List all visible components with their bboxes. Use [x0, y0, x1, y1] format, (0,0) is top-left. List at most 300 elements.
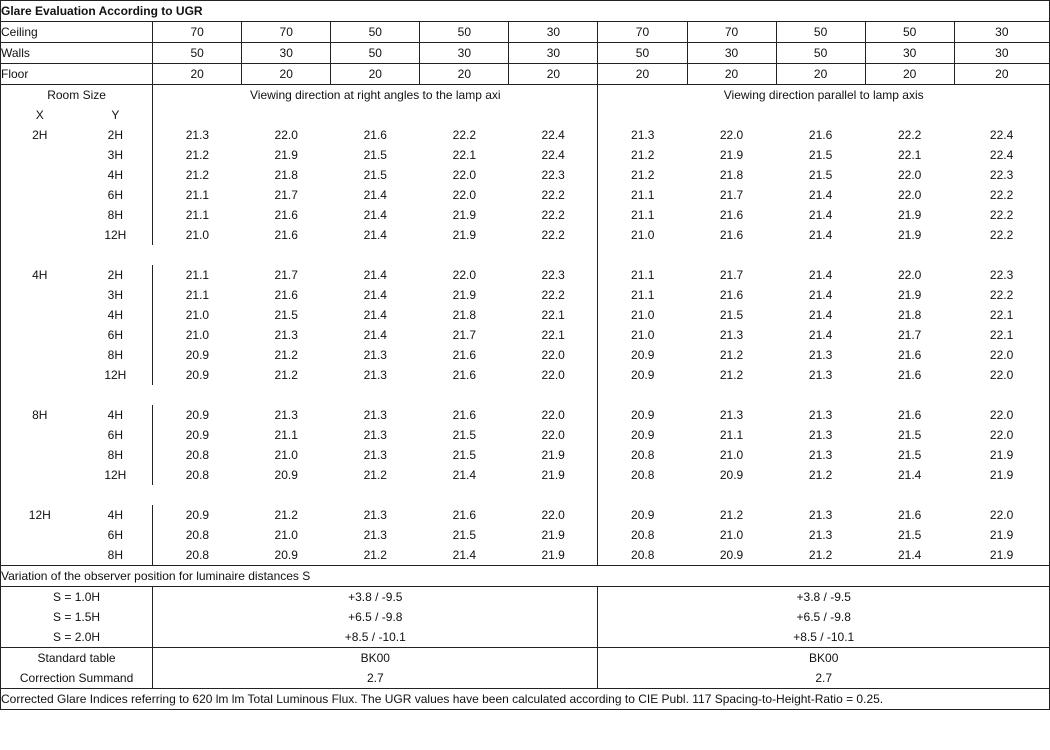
data-row	[1, 325, 1050, 345]
ugr-value-parallel: 22.0	[719, 128, 744, 142]
ugr-value-parallel: 22.2	[954, 225, 1049, 245]
ugr-value-parallel: 21.5	[897, 448, 922, 462]
ugr-value-parallel: 21.2	[631, 148, 655, 162]
reflectance-label: Ceiling	[1, 22, 153, 43]
ugr-value-parallel: 21.4	[808, 328, 833, 342]
ugr-value-perpendicular: 22.2	[452, 128, 477, 142]
ugr-value-parallel: 20.9	[631, 368, 655, 382]
variation-row	[1, 587, 1050, 608]
ugr-value-parallel: 22.2	[897, 128, 922, 142]
reflectance-value: 20	[153, 64, 242, 85]
ugr-value-perpendicular: 22.3	[509, 165, 598, 185]
spacer	[598, 245, 1050, 265]
ugr-value-parallel: 21.4	[808, 188, 833, 202]
ugr-value-perpendicular: 20.9	[274, 548, 298, 562]
ugr-value-perpendicular: 22.0	[452, 168, 477, 182]
ugr-value-perpendicular: 22.2	[509, 285, 598, 305]
room-size-x-value	[1, 445, 79, 465]
ugr-value-perpendicular: 21.5	[363, 148, 387, 162]
ugr-value-perpendicular: 21.9	[452, 228, 477, 242]
variation-value-parallel: +8.5 / -10.1	[598, 627, 1050, 648]
ugr-value-perpendicular: 21.3	[185, 128, 210, 142]
ugr-value-perpendicular: 20.9	[185, 368, 210, 382]
ugr-value-parallel: 21.5	[897, 528, 922, 542]
reflectance-value: 70	[687, 22, 776, 43]
ugr-value-parallel: 21.4	[808, 288, 833, 302]
ugr-value-perpendicular: 21.4	[363, 228, 387, 242]
ugr-value-perpendicular: 21.3	[363, 508, 387, 522]
ugr-value-parallel: 21.5	[719, 308, 744, 322]
ugr-value-perpendicular: 20.8	[185, 548, 210, 562]
ugr-value-parallel: 20.9	[631, 408, 655, 422]
spacer	[1, 385, 153, 405]
ugr-value-perpendicular: 21.0	[185, 308, 210, 322]
ugr-value-perpendicular: 21.4	[363, 288, 387, 302]
ugr-value-parallel: 21.1	[719, 428, 744, 442]
ugr-value-parallel: 21.9	[719, 148, 744, 162]
room-size-y-value: 12H	[79, 225, 153, 245]
data-row	[1, 145, 1050, 165]
ugr-value-parallel: 21.3	[808, 428, 833, 442]
data-row	[1, 185, 1050, 205]
reflectance-value: 30	[954, 43, 1049, 64]
variation-label: S = 1.5H	[1, 607, 153, 627]
data-row	[1, 445, 1050, 465]
ugr-value-parallel: 21.2	[808, 548, 833, 562]
reflectance-value: 20	[865, 64, 954, 85]
room-size-y-value: 4H	[79, 305, 153, 325]
variation-value-perpendicular: +3.8 / -9.5	[153, 587, 598, 608]
ugr-value-parallel: 21.2	[808, 468, 833, 482]
ugr-value-parallel: 21.9	[954, 525, 1049, 545]
correction-summand-parallel: 2.7	[598, 668, 1050, 689]
ugr-value-parallel: 21.9	[897, 288, 922, 302]
variation-value-perpendicular: +6.5 / -9.8	[153, 607, 598, 627]
ugr-value-parallel: 21.0	[719, 528, 744, 542]
room-size-x-value	[1, 205, 79, 225]
ugr-value-perpendicular: 21.6	[274, 288, 298, 302]
ugr-value-parallel: 21.9	[954, 445, 1049, 465]
spacer	[598, 105, 1050, 125]
ugr-value-parallel: 21.8	[897, 308, 922, 322]
ugr-value-parallel: 21.6	[897, 408, 922, 422]
ugr-value-perpendicular: 22.0	[509, 505, 598, 525]
ugr-value-parallel: 21.3	[808, 508, 833, 522]
ugr-value-perpendicular: 21.0	[274, 448, 298, 462]
variation-label: S = 2.0H	[1, 627, 153, 648]
room-size-y-value: 8H	[79, 445, 153, 465]
room-size-y-value: 4H	[79, 505, 153, 525]
spacer	[598, 385, 1050, 405]
ugr-value-parallel: 21.6	[719, 228, 744, 242]
ugr-value-parallel: 22.0	[897, 268, 922, 282]
variation-value-perpendicular: +8.5 / -10.1	[153, 627, 598, 648]
ugr-value-parallel: 22.1	[897, 148, 922, 162]
ugr-value-perpendicular: 22.0	[509, 425, 598, 445]
ugr-value-parallel: 21.0	[719, 448, 744, 462]
variation-value-parallel: +6.5 / -9.8	[598, 607, 1050, 627]
ugr-value-perpendicular: 20.9	[185, 408, 210, 422]
reflectance-value: 30	[420, 43, 509, 64]
ugr-value-perpendicular: 22.3	[509, 265, 598, 285]
ugr-value-perpendicular: 22.0	[509, 345, 598, 365]
room-size-y-value: 8H	[79, 545, 153, 566]
ugr-value-perpendicular: 21.9	[452, 208, 477, 222]
reflectance-value: 70	[598, 22, 687, 43]
reflectance-value: 30	[509, 22, 598, 43]
data-row	[1, 205, 1050, 225]
reflectance-value: 50	[776, 22, 865, 43]
reflectance-value: 20	[598, 64, 687, 85]
data-row	[1, 465, 1050, 485]
ugr-value-parallel: 22.4	[954, 145, 1049, 165]
reflectance-row	[1, 64, 1050, 85]
ugr-value-perpendicular: 21.4	[363, 328, 387, 342]
ugr-value-parallel: 22.0	[954, 365, 1049, 385]
ugr-value-parallel: 22.3	[954, 165, 1049, 185]
room-size-y-value: 6H	[79, 325, 153, 345]
ugr-value-perpendicular: 22.1	[452, 148, 477, 162]
ugr-value-perpendicular: 21.7	[452, 328, 477, 342]
ugr-value-parallel: 21.4	[808, 308, 833, 322]
room-size-x-header: X	[1, 105, 79, 125]
reflectance-value: 20	[242, 64, 331, 85]
ugr-value-parallel: 21.9	[954, 465, 1049, 485]
ugr-value-perpendicular: 20.9	[274, 468, 298, 482]
ugr-value-parallel: 21.0	[631, 308, 655, 322]
reflectance-label: Walls	[1, 43, 153, 64]
room-size-x-value	[1, 525, 79, 545]
reflectance-value: 50	[420, 22, 509, 43]
room-size-y-value: 12H	[79, 365, 153, 385]
ugr-value-perpendicular: 20.9	[185, 428, 210, 442]
room-size-y-value: 4H	[79, 405, 153, 425]
data-row	[1, 285, 1050, 305]
ugr-value-parallel: 20.9	[719, 548, 744, 562]
ugr-value-perpendicular: 21.2	[363, 468, 387, 482]
ugr-value-perpendicular: 21.6	[452, 508, 477, 522]
xy-header-row	[1, 105, 1050, 125]
ugr-value-perpendicular: 21.2	[185, 148, 210, 162]
ugr-value-perpendicular: 21.6	[452, 368, 477, 382]
ugr-value-perpendicular: 22.0	[274, 128, 298, 142]
ugr-value-perpendicular: 20.8	[185, 528, 210, 542]
ugr-value-parallel: 20.8	[631, 448, 655, 462]
ugr-value-parallel: 21.3	[719, 408, 744, 422]
room-size-y-value: 8H	[79, 205, 153, 225]
ugr-value-perpendicular: 21.7	[274, 188, 298, 202]
spacer	[153, 105, 598, 125]
ugr-value-perpendicular: 20.9	[185, 348, 210, 362]
ugr-value-perpendicular: 21.3	[363, 408, 387, 422]
data-row	[1, 545, 1050, 566]
data-row	[1, 125, 1050, 145]
ugr-value-parallel: 21.0	[631, 228, 655, 242]
ugr-value-parallel: 21.4	[897, 548, 922, 562]
reflectance-value: 70	[242, 22, 331, 43]
ugr-value-perpendicular: 21.3	[363, 448, 387, 462]
ugr-value-perpendicular: 21.5	[452, 428, 477, 442]
room-size-x-value	[1, 545, 79, 566]
standard-table-row	[1, 648, 1050, 669]
room-size-x-value	[1, 185, 79, 205]
room-size-y-value: 6H	[79, 185, 153, 205]
ugr-value-parallel: 22.3	[954, 265, 1049, 285]
data-row	[1, 305, 1050, 325]
ugr-value-parallel: 22.2	[954, 205, 1049, 225]
reflectance-value: 30	[954, 22, 1049, 43]
ugr-value-perpendicular: 20.8	[185, 448, 210, 462]
ugr-value-parallel: 21.6	[897, 508, 922, 522]
standard-table-label: Standard table	[1, 648, 153, 669]
ugr-value-perpendicular: 21.5	[363, 168, 387, 182]
ugr-value-parallel: 21.4	[808, 228, 833, 242]
ugr-value-parallel: 21.3	[808, 368, 833, 382]
variation-header-row	[1, 566, 1050, 587]
reflectance-value: 30	[865, 43, 954, 64]
ugr-value-perpendicular: 22.2	[509, 225, 598, 245]
ugr-value-perpendicular: 21.6	[274, 208, 298, 222]
ugr-value-perpendicular: 21.2	[274, 368, 298, 382]
ugr-value-parallel: 21.5	[897, 428, 922, 442]
group-spacer-row	[1, 485, 1050, 505]
ugr-value-perpendicular: 21.5	[452, 528, 477, 542]
ugr-value-perpendicular: 22.2	[509, 205, 598, 225]
ugr-value-perpendicular: 21.2	[274, 348, 298, 362]
ugr-value-parallel: 21.9	[897, 208, 922, 222]
ugr-value-perpendicular: 21.9	[274, 148, 298, 162]
ugr-value-perpendicular: 22.2	[509, 185, 598, 205]
ugr-value-perpendicular: 21.6	[452, 408, 477, 422]
ugr-value-parallel: 21.7	[897, 328, 922, 342]
ugr-value-perpendicular: 22.4	[509, 145, 598, 165]
spacer	[153, 245, 598, 265]
variation-label: S = 1.0H	[1, 587, 153, 608]
ugr-value-perpendicular: 20.8	[185, 468, 210, 482]
direction-header-parallel: Viewing direction parallel to lamp axis	[598, 85, 1050, 106]
ugr-value-perpendicular: 21.4	[363, 308, 387, 322]
ugr-value-parallel: 21.9	[897, 228, 922, 242]
ugr-value-parallel: 21.4	[808, 268, 833, 282]
ugr-value-perpendicular: 21.2	[363, 548, 387, 562]
ugr-value-parallel: 21.9	[954, 545, 1049, 566]
spacer	[1, 245, 153, 265]
ugr-value-parallel: 22.1	[954, 325, 1049, 345]
ugr-value-parallel: 21.3	[808, 448, 833, 462]
direction-header-perpendicular: Viewing direction at right angles to the lamp axi	[153, 85, 598, 106]
room-size-x-value: 12H	[1, 505, 79, 525]
ugr-value-parallel: 20.9	[631, 428, 655, 442]
ugr-value-parallel: 21.5	[808, 148, 833, 162]
room-size-y-value: 8H	[79, 345, 153, 365]
ugr-value-parallel: 22.0	[954, 405, 1049, 425]
ugr-value-perpendicular: 20.9	[185, 508, 210, 522]
ugr-value-perpendicular: 21.2	[185, 168, 210, 182]
ugr-value-perpendicular: 21.1	[185, 188, 210, 202]
ugr-value-parallel: 21.1	[631, 188, 655, 202]
ugr-value-perpendicular: 21.3	[363, 528, 387, 542]
room-size-x-value: 8H	[1, 405, 79, 425]
ugr-value-perpendicular: 21.3	[274, 328, 298, 342]
group-spacer-row	[1, 385, 1050, 405]
room-size-y-value: 6H	[79, 425, 153, 445]
reflectance-value: 50	[331, 43, 420, 64]
room-size-x-value	[1, 425, 79, 445]
spacer	[153, 485, 598, 505]
data-row	[1, 365, 1050, 385]
standard-table-perpendicular: BK00	[153, 648, 598, 669]
variation-header: Variation of the observer position for luminaire distances S	[1, 566, 1050, 587]
ugr-value-parallel: 21.2	[719, 348, 744, 362]
room-size-x-value	[1, 145, 79, 165]
ugr-value-perpendicular: 21.3	[363, 348, 387, 362]
room-size-x-value	[1, 305, 79, 325]
ugr-value-perpendicular: 21.1	[185, 268, 210, 282]
reflectance-value: 70	[153, 22, 242, 43]
room-size-y-header: Y	[79, 105, 153, 125]
reflectance-value: 50	[776, 43, 865, 64]
standard-table-parallel: BK00	[598, 648, 1050, 669]
ugr-value-parallel: 20.9	[631, 508, 655, 522]
room-size-x-value	[1, 325, 79, 345]
ugr-value-perpendicular: 21.8	[452, 308, 477, 322]
ugr-value-perpendicular: 21.0	[185, 328, 210, 342]
room-size-x-value	[1, 365, 79, 385]
ugr-value-parallel: 21.1	[631, 268, 655, 282]
reflectance-value: 20	[509, 64, 598, 85]
ugr-value-parallel: 21.6	[719, 208, 744, 222]
ugr-value-perpendicular: 21.9	[509, 445, 598, 465]
ugr-value-parallel: 21.3	[808, 408, 833, 422]
room-size-x-value	[1, 165, 79, 185]
room-size-x-value: 2H	[1, 125, 79, 145]
spacer	[598, 485, 1050, 505]
data-row	[1, 225, 1050, 245]
reflectance-value: 20	[954, 64, 1049, 85]
ugr-value-perpendicular: 22.1	[509, 325, 598, 345]
ugr-table-body	[1, 1, 1050, 710]
ugr-value-perpendicular: 21.9	[452, 288, 477, 302]
ugr-value-perpendicular: 21.1	[185, 208, 210, 222]
footer-note: Corrected Glare Indices referring to 620 lm lm Total Luminous Flux. The UGR values have been calculated according to CIE Publ. 117 Spacing-to-Height-Ratio = 0.25.	[1, 689, 1050, 710]
ugr-value-parallel: 21.6	[897, 348, 922, 362]
room-size-y-value: 12H	[79, 465, 153, 485]
room-size-y-value: 3H	[79, 285, 153, 305]
reflectance-value: 20	[331, 64, 420, 85]
ugr-value-parallel: 21.0	[631, 328, 655, 342]
ugr-value-parallel: 20.9	[719, 468, 744, 482]
ugr-value-parallel: 22.0	[897, 188, 922, 202]
ugr-value-parallel: 22.2	[954, 185, 1049, 205]
ugr-value-parallel: 22.2	[954, 285, 1049, 305]
data-row	[1, 265, 1050, 285]
data-row	[1, 405, 1050, 425]
ugr-value-perpendicular: 21.6	[363, 128, 387, 142]
ugr-value-perpendicular: 21.9	[509, 545, 598, 566]
ugr-value-parallel: 21.7	[719, 188, 744, 202]
ugr-value-parallel: 21.1	[631, 208, 655, 222]
ugr-value-parallel: 21.3	[808, 348, 833, 362]
reflectance-value: 20	[687, 64, 776, 85]
ugr-value-perpendicular: 21.4	[363, 268, 387, 282]
correction-summand-row	[1, 668, 1050, 689]
correction-summand-perpendicular: 2.7	[153, 668, 598, 689]
ugr-value-perpendicular: 21.6	[274, 228, 298, 242]
data-row	[1, 345, 1050, 365]
ugr-value-perpendicular: 21.3	[363, 368, 387, 382]
group-spacer-row	[1, 245, 1050, 265]
reflectance-row	[1, 22, 1050, 43]
reflectance-value: 50	[331, 22, 420, 43]
data-row	[1, 505, 1050, 525]
ugr-value-parallel: 22.0	[954, 345, 1049, 365]
room-size-y-value: 4H	[79, 165, 153, 185]
room-size-x-value	[1, 345, 79, 365]
room-size-x-value	[1, 465, 79, 485]
room-size-header: Room Size	[1, 85, 153, 106]
ugr-value-perpendicular: 21.2	[274, 508, 298, 522]
ugr-value-parallel: 20.9	[631, 348, 655, 362]
ugr-value-parallel: 21.6	[719, 288, 744, 302]
ugr-value-perpendicular: 21.3	[363, 428, 387, 442]
ugr-value-perpendicular: 21.4	[452, 548, 477, 562]
reflectance-value: 30	[509, 43, 598, 64]
ugr-value-parallel: 21.2	[719, 508, 744, 522]
reflectance-row	[1, 43, 1050, 64]
room-size-y-value: 2H	[79, 125, 153, 145]
ugr-value-perpendicular: 21.0	[274, 528, 298, 542]
ugr-value-parallel: 21.5	[808, 168, 833, 182]
ugr-value-perpendicular: 21.3	[274, 408, 298, 422]
ugr-value-perpendicular: 22.0	[452, 268, 477, 282]
data-row	[1, 425, 1050, 445]
ugr-value-parallel: 21.3	[719, 328, 744, 342]
reflectance-value: 50	[598, 43, 687, 64]
variation-row	[1, 627, 1050, 648]
reflectance-value: 20	[420, 64, 509, 85]
ugr-value-parallel: 21.3	[808, 528, 833, 542]
ugr-value-parallel: 22.0	[954, 505, 1049, 525]
reflectance-value: 50	[153, 43, 242, 64]
ugr-value-perpendicular: 21.8	[274, 168, 298, 182]
correction-summand-label: Correction Summand	[1, 668, 153, 689]
ugr-value-parallel: 21.3	[631, 128, 655, 142]
data-row	[1, 165, 1050, 185]
ugr-value-perpendicular: 22.4	[509, 125, 598, 145]
room-size-x-value	[1, 225, 79, 245]
room-size-x-value	[1, 285, 79, 305]
reflectance-value: 20	[776, 64, 865, 85]
ugr-value-perpendicular: 21.1	[185, 288, 210, 302]
ugr-value-parallel: 20.8	[631, 528, 655, 542]
reflectance-value: 30	[687, 43, 776, 64]
reflectance-value: 30	[242, 43, 331, 64]
ugr-value-parallel: 21.1	[631, 288, 655, 302]
data-row	[1, 525, 1050, 545]
ugr-value-perpendicular: 22.0	[509, 405, 598, 425]
footer-row	[1, 689, 1050, 710]
ugr-value-parallel: 21.2	[631, 168, 655, 182]
ugr-value-perpendicular: 21.9	[509, 525, 598, 545]
title-row	[1, 1, 1050, 22]
ugr-value-parallel: 21.2	[719, 368, 744, 382]
ugr-value-perpendicular: 21.6	[452, 348, 477, 362]
spacer	[1, 485, 153, 505]
spacer	[153, 385, 598, 405]
ugr-value-perpendicular: 21.7	[274, 268, 298, 282]
ugr-value-perpendicular: 22.0	[509, 365, 598, 385]
variation-row	[1, 607, 1050, 627]
